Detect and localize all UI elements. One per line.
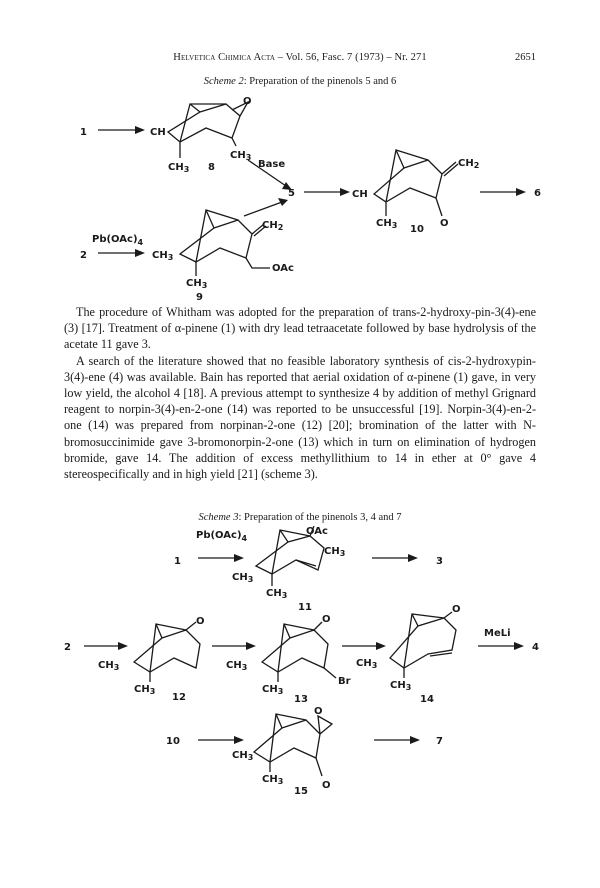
paragraph-1: The procedure of Whitham was adopted for the preparation of trans-2-hydroxy-pin-3(4)-ene (3) [17]. Treatment of α-pinene (1) with dry lead tetraacetate followed by base hydrolysis of the acetate 11 gave 3.: [64, 305, 536, 352]
arrowhead: [246, 642, 256, 650]
compound-label-11: 11: [298, 602, 312, 613]
bromine-label: Br: [338, 676, 351, 687]
methyl-label: $CH_3$: [356, 658, 378, 670]
arrowhead: [340, 188, 350, 196]
scheme3-caption: [0, 512, 600, 523]
compound-label-10: 10: [166, 736, 180, 747]
compound-label-12: 12: [172, 692, 186, 703]
methyl-label: $CH_3$: [152, 250, 174, 262]
reagent-pb-oac: $Pb(OAc)_4$: [196, 530, 248, 543]
compound-label-5: 5: [288, 188, 295, 199]
methyl-label: $CH_3$: [376, 218, 398, 230]
compound-label-1: 1: [174, 556, 181, 567]
scheme2-label: Scheme 2: [203, 76, 244, 87]
oac-label: OAc: [306, 526, 328, 537]
reagent-base: Base: [258, 159, 286, 170]
scheme3-label: Scheme 3: [198, 512, 239, 523]
arrowhead: [234, 554, 244, 562]
reagent-pb-oac: $Pb(OAc)_4$: [92, 234, 144, 247]
scheme2-figure: [0, 90, 600, 300]
methyl-label: $CH_3$: [226, 660, 248, 672]
methyl-label: $CH_3$: [186, 278, 208, 290]
structure-10: [374, 150, 458, 216]
methyl-label: CH: [150, 127, 166, 138]
methylene-label: $CH_2$: [262, 220, 284, 232]
scheme2-title: : Preparation of the pinenols 5 and 6: [243, 76, 397, 87]
body-text: [64, 304, 536, 482]
structure-15: [254, 714, 332, 776]
reagent-meli: MeLi: [484, 628, 511, 639]
scheme3-title: : Preparation of the pinenols 3, 4 and 7: [238, 512, 402, 523]
oxygen-label: O: [196, 616, 205, 627]
methyl-label: $CH_3$: [134, 684, 156, 696]
oxygen-label: O: [243, 96, 252, 107]
arrowhead: [516, 188, 526, 196]
arrowhead: [118, 642, 128, 650]
scheme3-figure: [0, 526, 600, 826]
paragraph-2: A search of the literature showed that no feasible laboratory synthesis of cis-2-hydroxypin-3(4)-ene (4) was available. Bain has reported that aerial oxidation of α-pinene (1) gave, in very low yield, the alcohol 4 [18]. A previous attempt to synthesize 4 by addition of methyl Grignard reagent to norpin-3(4)-en-2-one (14) was reported to be unsuccessful [19]. Norpin-3(4)-en-2-one (14) was prepared from norpinan-2-one (12) [20]; bromination of the latter with N-bromosuccinimide gave 3-bromonorpin-2-one (13) which in turn on elimination of hydrogen bromide, gave 14. The addition of excess methyllithium to 14 in ether at 0° gave 4 stereospecifically and in high yield [21] (scheme 3).: [64, 353, 536, 482]
oxygen-label: O: [322, 780, 331, 791]
oxygen-label: O: [314, 706, 323, 717]
volume-info: – Vol. 56, Fasc. 7 (1973) – Nr. 271: [277, 52, 427, 63]
structure-12: [134, 622, 200, 682]
compound-label-7: 7: [436, 736, 443, 747]
methyl-label: $CH_3$: [324, 546, 346, 558]
scheme2-caption: [0, 76, 600, 87]
arrowhead: [410, 736, 420, 744]
compound-label-6: 6: [534, 188, 541, 199]
methyl-label: $CH_3$: [262, 684, 284, 696]
running-header: [0, 52, 600, 66]
arrowhead: [135, 126, 145, 134]
page-number: 2651: [515, 52, 536, 63]
structure-13: [262, 622, 336, 682]
methyl-label: $CH_3$: [230, 150, 252, 162]
compound-label-4: 4: [532, 642, 539, 653]
methyl-label: $CH_3$: [232, 572, 254, 584]
oac-label: OAc: [272, 263, 294, 274]
journal-name: Helvetica Chimica Acta: [173, 52, 276, 63]
structure-14: [390, 612, 456, 678]
methyl-label: $CH_3$: [266, 588, 288, 600]
compound-label-3: 3: [436, 556, 443, 567]
methyl-label: $CH_3$: [168, 162, 190, 174]
arrow-9-to-5: [244, 202, 282, 216]
compound-label-1: 1: [80, 127, 87, 138]
methylene-label: $CH_2$: [458, 158, 480, 170]
oxygen-label: O: [322, 614, 331, 625]
methyl-label: $CH_3$: [390, 680, 412, 692]
header-citation: [0, 52, 600, 63]
methyl-label: CH: [352, 189, 368, 200]
compound-label-10: 10: [410, 224, 424, 235]
compound-label-13: 13: [294, 694, 308, 705]
structure-9: [180, 210, 270, 276]
arrowhead: [135, 249, 145, 257]
compound-label-2: 2: [64, 642, 71, 653]
oxygen-label: O: [440, 218, 449, 229]
methyl-label: $CH_3$: [262, 774, 284, 786]
oxygen-label: O: [452, 604, 461, 615]
compound-label-9: 9: [196, 292, 203, 300]
compound-label-15: 15: [294, 786, 308, 797]
compound-label-14: 14: [420, 694, 434, 705]
arrowhead: [376, 642, 386, 650]
methyl-label: $CH_3$: [98, 660, 120, 672]
methyl-label: $CH_3$: [232, 750, 254, 762]
arrowhead: [514, 642, 524, 650]
arrowhead: [408, 554, 418, 562]
arrowhead: [234, 736, 244, 744]
compound-label-8: 8: [208, 162, 215, 173]
arrowhead: [278, 198, 288, 206]
compound-label-2: 2: [80, 250, 87, 261]
